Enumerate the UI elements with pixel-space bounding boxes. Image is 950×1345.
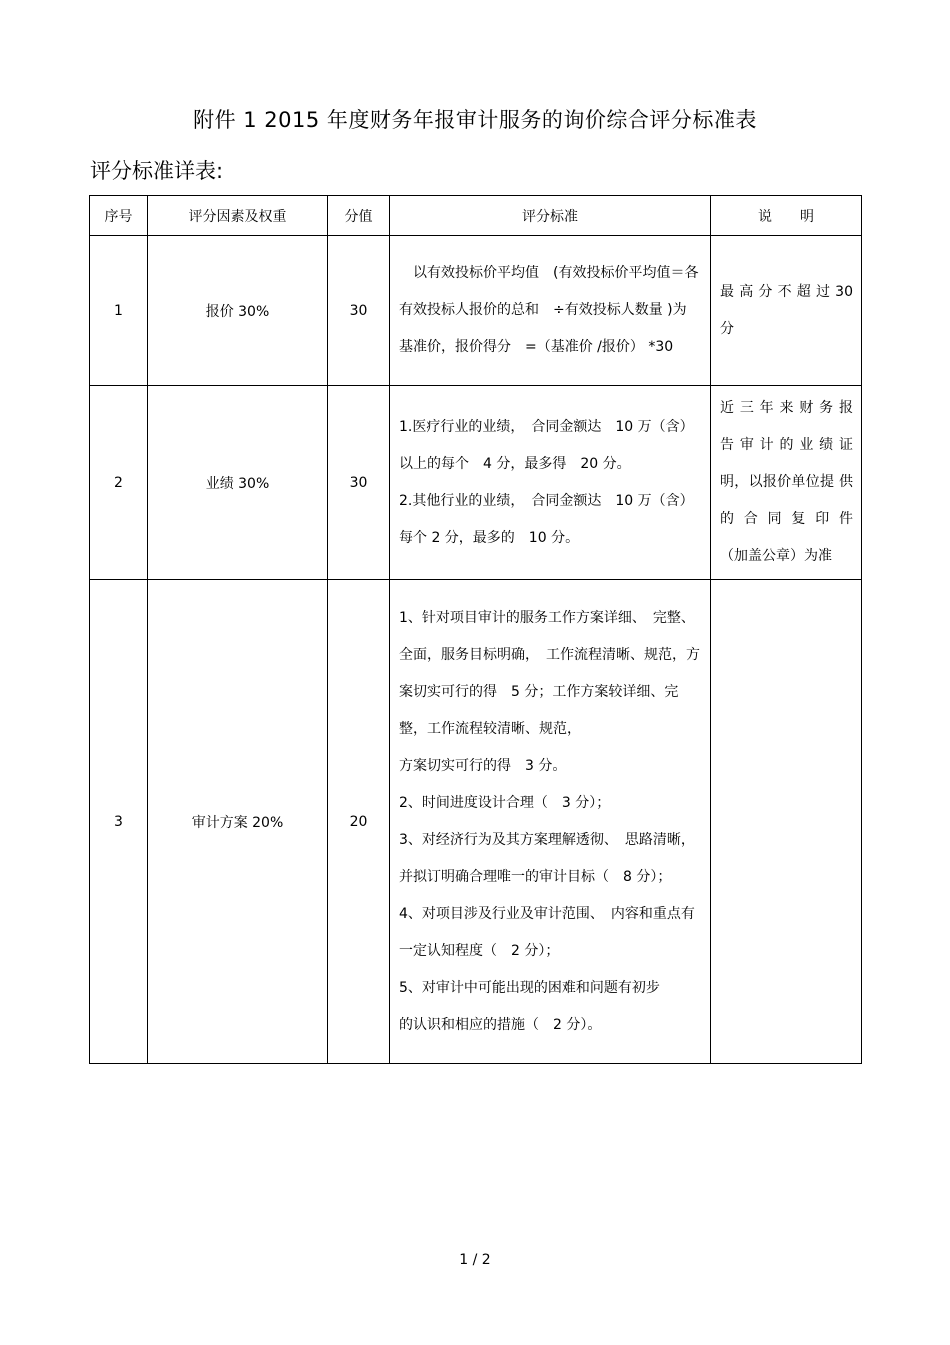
table-row — [90, 236, 862, 386]
document-title: 附件 1 2015 年度财务年报审计服务的询价综合评分标准表 — [193, 108, 757, 132]
row-note: 最 高 分 不 超 过 30 分 — [711, 236, 862, 386]
row-score: 20 — [328, 580, 390, 1064]
header-score: 分值 — [328, 196, 390, 236]
criteria-text: 的认识和相应的措施（ 2 分）。 — [399, 1016, 602, 1033]
row-no: 1 — [90, 236, 148, 386]
criteria-text: 1.医疗行业的业绩， 合同金额达 10 万（含）以上的每个 4 分，最多得 20 分。 — [399, 418, 694, 472]
row-factor: 审计方案 20% — [148, 580, 328, 1064]
criteria-text: 以有效投标价平均值 (有效投标价平均值＝各有效投标人报价的总和 ÷有效投标人数量 )为基准价，报价得分 =（基准价 /报价） *30 — [399, 265, 699, 355]
row-note — [711, 580, 862, 1064]
header-no: 序号 — [90, 196, 148, 236]
criteria-text: 5、对审计中可能出现的困难和问题有初步 — [399, 979, 660, 996]
row-score: 30 — [328, 236, 390, 386]
criteria-text: 方案切实可行的得 3 分。 — [399, 757, 567, 774]
row-no: 2 — [90, 386, 148, 580]
criteria-text: 1、针对项目审计的服务工作方案详细、 完整、全面，服务目标明确， 工作流程清晰、规范，方案切实可行的得 5 分；工作方案较详细、完整，工作流程较清晰、规范， — [399, 609, 700, 737]
section-subtitle: 评分标准详表: — [90, 159, 224, 183]
row-factor: 业绩 30% — [148, 386, 328, 580]
table-header-row — [90, 196, 862, 236]
table-row — [90, 580, 862, 1064]
row-criteria — [390, 386, 711, 580]
page-number: 1 / 2 — [459, 1252, 491, 1268]
row-no: 3 — [90, 580, 148, 1064]
scoring-table — [89, 195, 862, 1064]
criteria-text: 2.其他行业的业绩， 合同金额达 10 万（含）每个 2 分，最多的 10 分。 — [399, 492, 694, 546]
row-factor: 报价 30% — [148, 236, 328, 386]
row-criteria — [390, 580, 711, 1064]
criteria-text: 3、对经济行为及其方案理解透彻、 思路清晰，并拟订明确合理唯一的审计目标（ 8 分）； — [399, 831, 695, 885]
criteria-text: 2、时间进度设计合理（ 3 分）； — [399, 794, 611, 811]
header-criteria: 评分标准 — [390, 196, 711, 236]
row-note: 近 三 年 来 财 务 报 告 审 计 的 业 绩 证 明，以报价单位提 供 的 合 同 复 印 件 （加盖公章）为准 — [711, 386, 862, 580]
table-row — [90, 386, 862, 580]
row-criteria — [390, 236, 711, 386]
criteria-text: 4、对项目涉及行业及审计范围、 内容和重点有一定认知程度（ 2 分）； — [399, 905, 695, 959]
header-factor: 评分因素及权重 — [148, 196, 328, 236]
header-note: 说 明 — [711, 196, 862, 236]
row-score: 30 — [328, 386, 390, 580]
